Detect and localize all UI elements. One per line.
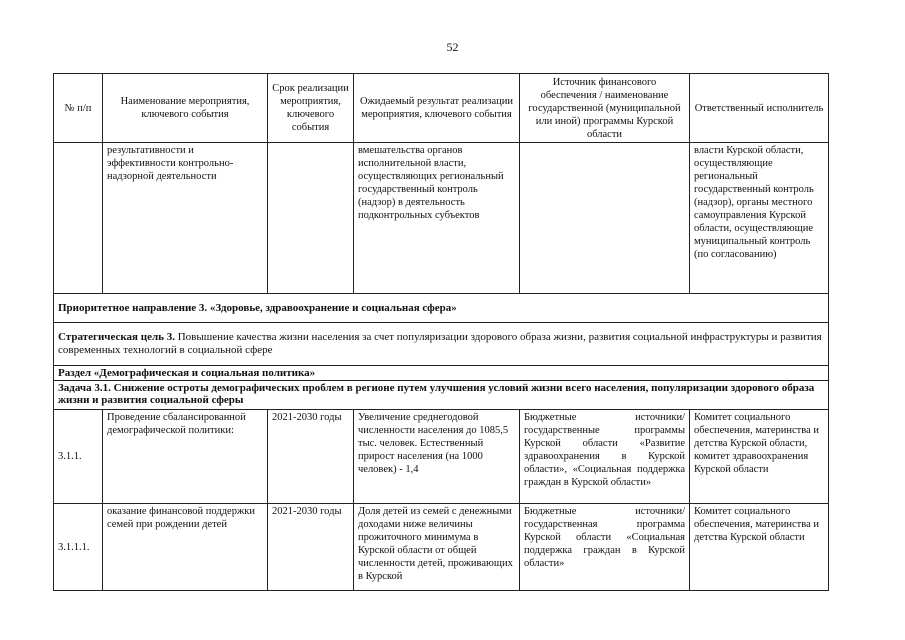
page-number: 52 [446,40,459,54]
table-header-row [54,74,829,143]
priority-row [54,294,829,323]
cell-executor: Комитет социального обеспечения, материнства и детства Курской области, комитет здравоохранения Курской области [690,410,829,504]
measures-table [53,73,829,591]
cell-name: результативности и эффективности контрольно-надзорной деятельности [103,143,268,294]
priority-heading: Приоритетное направление 3. «Здоровье, здравоохранение и социальная сфера» [54,294,829,323]
cell-term [268,143,354,294]
cell-result: вмешательства органов исполнительной власти, осуществляющих региональный государственный контроль (надзор) в деятельность подконтрольных субъектов [354,143,520,294]
header-term: Срок реализации мероприятия, ключевого события [268,74,354,143]
cell-name: оказание финансовой поддержки семей при рождении детей [103,504,268,591]
cell-source [520,143,690,294]
cell-executor: власти Курской области, осуществляющие региональный государственный контроль (надзор), органы местного самоуправления Курской области, осуществляющие муниципальный контроль (по согласованию) [690,143,829,294]
header-num: № п/п [54,74,103,143]
header-result: Ожидаемый результат реализации мероприятия, ключевого события [354,74,520,143]
cell-source: Бюджетные источники/государственные программы Курской области «Развитие здравоохранения в Курской области», «Социальная поддержка граждан в Курской области» [520,410,690,504]
header-source: Источник финансового обеспечения / наименование государственной (муниципальной или иной) программы Курской области [520,74,690,143]
header-executor: Ответственный исполнитель [690,74,829,143]
cell-term: 2021-2030 годы [268,504,354,591]
section-row [54,366,829,381]
goal-row [54,323,829,366]
table-row [54,410,829,504]
goal-label: Стратегическая цель 3. [58,331,175,343]
section-heading: Раздел «Демографическая и социальная политика» [54,366,829,381]
cell-executor: Комитет социального обеспечения, материнства и детства Курской области [690,504,829,591]
header-name: Наименование мероприятия, ключевого события [103,74,268,143]
task-row [54,381,829,410]
table-row [54,504,829,591]
cell-source: Бюджетные источники/государственная программа Курской области «Социальная поддержка граждан в Курской области» [520,504,690,591]
cell-num: 3.1.1.1. [54,504,103,591]
cell-result: Доля детей из семей с денежными доходами ниже величины прожиточного минимума в Курской области от общей численности детей, проживающих в Курской [354,504,520,591]
task-heading: Задача 3.1. Снижение остроты демографических проблем в регионе путем улучшения условий жизни всего населения, популяризации здорового образа жизни и развития социальной сферы [54,381,829,410]
cell-name: Проведение сбалансированной демографической политики: [103,410,268,504]
table-row [54,143,829,294]
strategic-goal [54,323,829,366]
cell-result: Увеличение среднегодовой численности населения до 1085,5 тыс. человек. Естественный прирост населения (на 1000 человек) - 1,4 [354,410,520,504]
cell-num [54,143,103,294]
cell-term: 2021-2030 годы [268,410,354,504]
goal-text: Повышение качества жизни населения за счет популяризации здорового образа жизни, развития социальной инфраструктуры и развития современных технологий в социальной сфере [58,331,822,356]
cell-num: 3.1.1. [54,410,103,504]
